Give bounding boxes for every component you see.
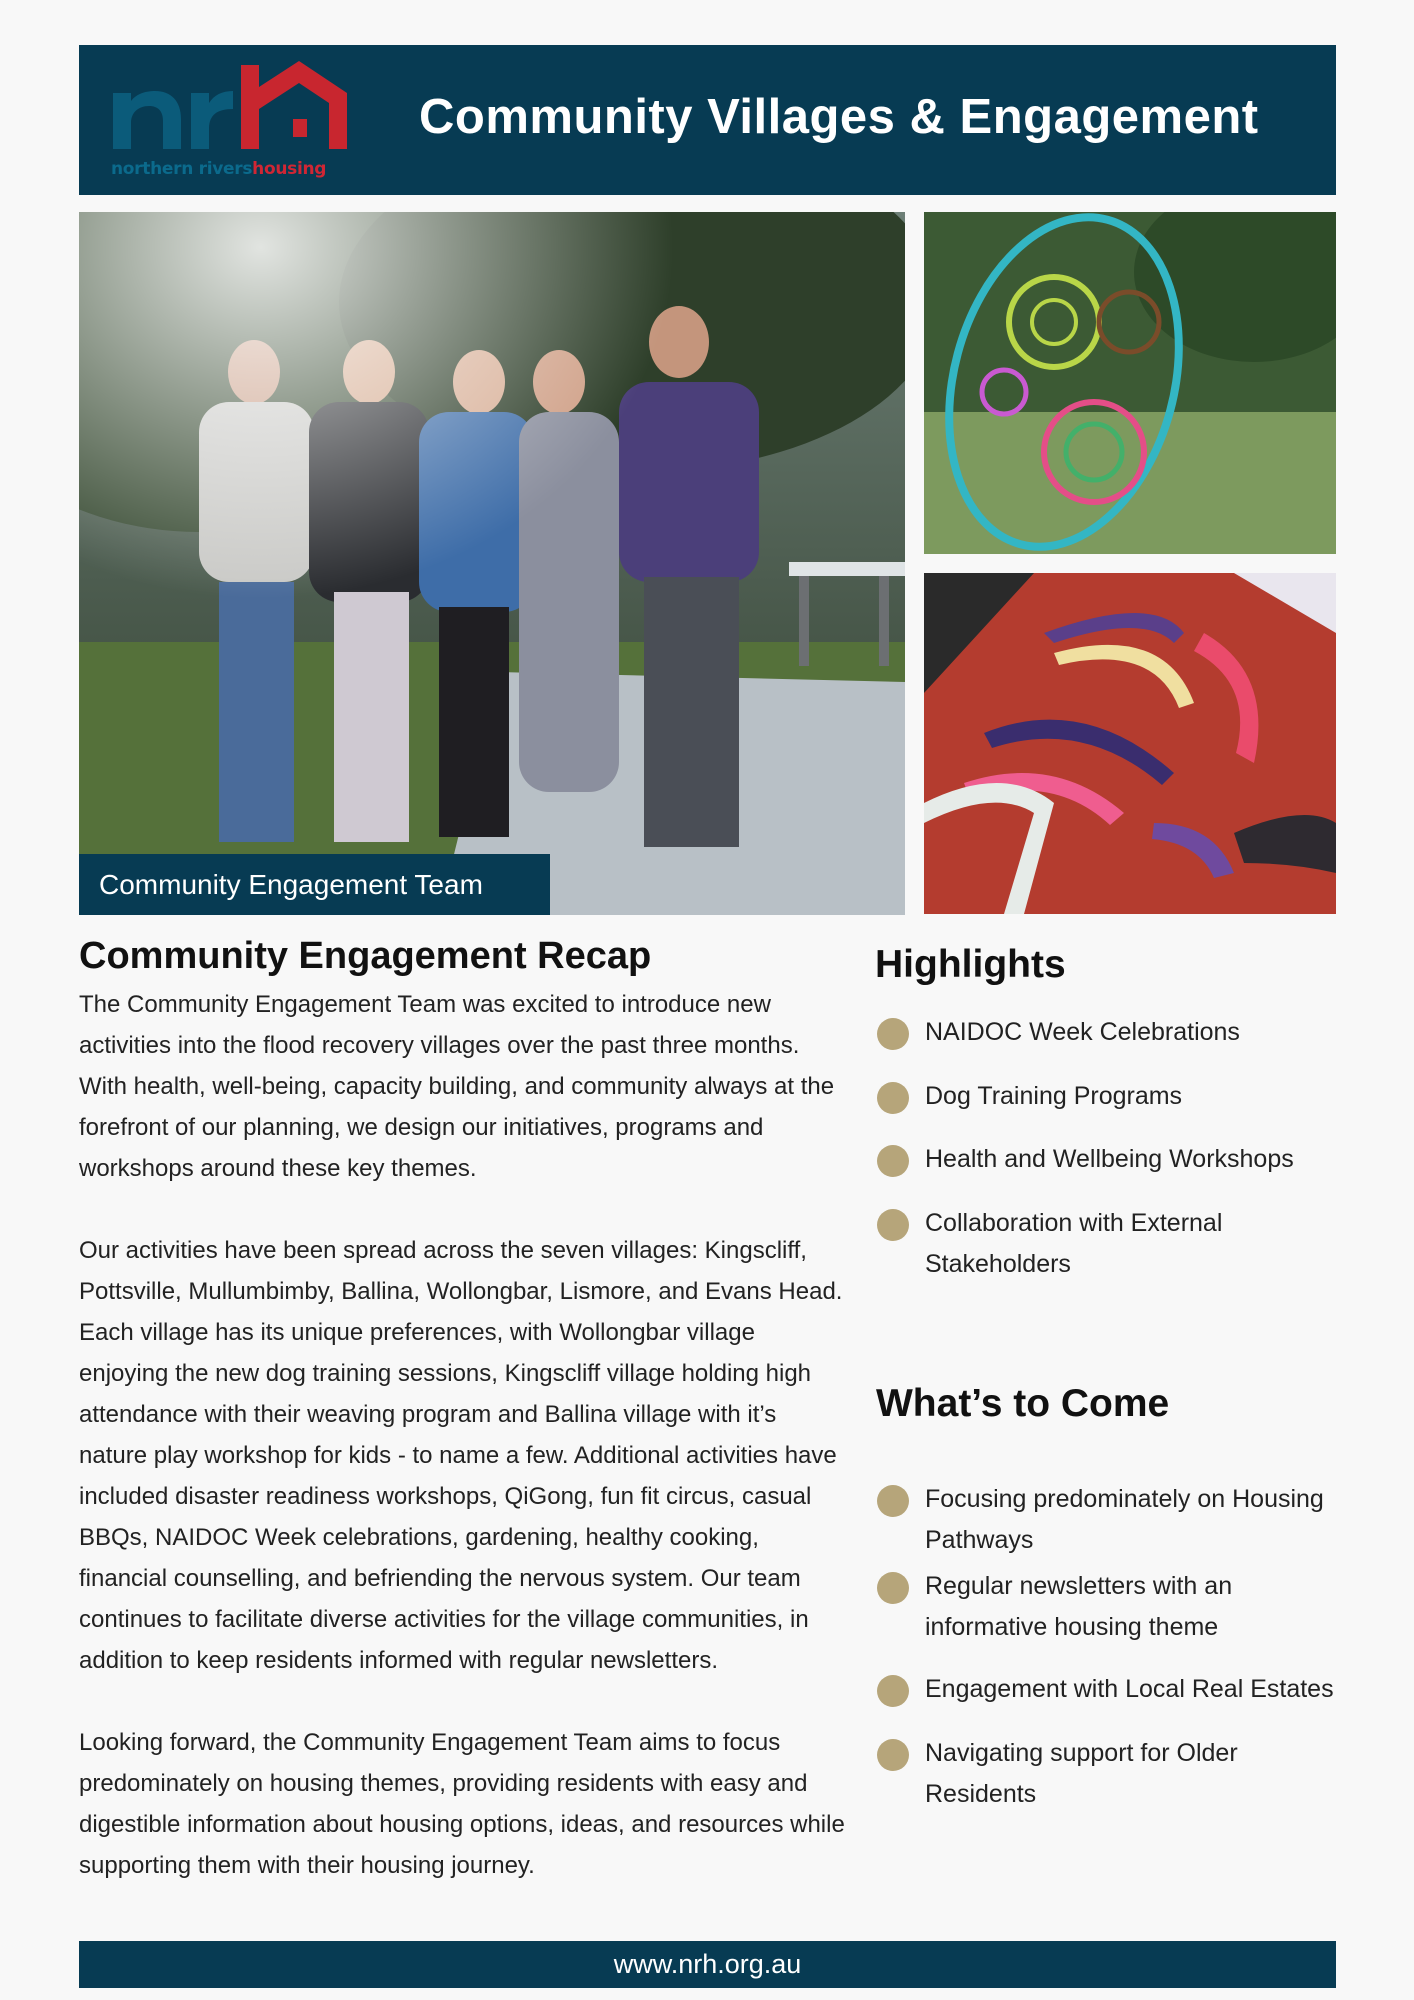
- logo-mark: [109, 59, 349, 159]
- highlight-item: [875, 1012, 1335, 1053]
- logo-tagline-b: housing: [252, 159, 327, 179]
- highlight-item: [875, 1076, 1335, 1117]
- to-come-item: [875, 1479, 1345, 1561]
- to-come-item-text: Engagement with Local Real Estates: [925, 1675, 1334, 1703]
- page-title: Community Villages & Engagement: [419, 90, 1259, 144]
- recap-paragraph: The Community Engagement Team was excited to introduce new activities into the flood recovery villages over the past three months. With health, well-being, capacity building, and community always at the forefront of our planning, we design our initiatives, programs and workshops around these key themes.: [79, 991, 835, 1182]
- recap-paragraph: Our activities have been spread across the seven villages: Kingscliff, Pottsville, Mullumbimby, Ballina, Wollongbar, Lismore, and Evans Head. Each village has its unique preferences, with Wollongbar village enjoying the new dog training sessions, Kingscliff village holding high attendance with their weaving program and Ballina village with it’s nature play workshop for kids - to name a few. Additional activities have included disaster readiness workshops, QiGong, fun fit circus, casual BBQs, NAIDOC Week celebrations, gardening, healthy cooking, financial counselling, and befriending the nervous system. Our team continues to facilitate diverse activities for the village communities, in addition to keep residents informed with regular newsletters.: [79, 1237, 843, 1674]
- highlight-item-text: Health and Wellbeing Workshops: [925, 1145, 1294, 1173]
- highlight-item-text: Dog Training Programs: [925, 1082, 1183, 1110]
- bullet-dot-icon: [877, 1082, 909, 1114]
- recap-body: [79, 984, 849, 1927]
- to-come-item-text: Navigating support for Older Residents: [925, 1739, 1238, 1808]
- bullet-dot-icon: [877, 1145, 909, 1177]
- bullet-dot-icon: [877, 1739, 909, 1771]
- recap-title: Community Engagement Recap: [79, 935, 652, 977]
- recap-paragraph: Looking forward, the Community Engagement Team aims to focus predominately on housing themes, providing residents with easy and digestible information about housing options, ideas, and resources while supporting them with their housing journey.: [79, 1729, 845, 1879]
- highlights-title: Highlights: [875, 943, 1066, 986]
- footer-url[interactable]: www.nrh.org.au: [79, 1941, 1336, 1988]
- bullet-dot-icon: [877, 1675, 909, 1707]
- dreamcatcher-photo: [924, 212, 1336, 554]
- highlight-item-text: NAIDOC Week Celebrations: [925, 1018, 1240, 1046]
- to-come-item: [875, 1566, 1275, 1648]
- to-come-item-text: Regular newsletters with an informative housing theme: [925, 1572, 1233, 1641]
- whats-to-come-list: [875, 1479, 1345, 1839]
- highlight-item-text: Collaboration with External Stakeholders: [925, 1209, 1223, 1278]
- team-photo: [79, 212, 905, 915]
- to-come-item-text: Focusing predominately on Housing Pathways: [925, 1485, 1324, 1554]
- to-come-item: [875, 1669, 1345, 1710]
- highlight-item: [875, 1139, 1335, 1180]
- header-banner: [79, 45, 1336, 195]
- bullet-dot-icon: [877, 1572, 909, 1604]
- highlight-item: [875, 1203, 1275, 1285]
- bullet-dot-icon: [877, 1485, 909, 1517]
- boomerangs-photo: [924, 573, 1336, 914]
- logo-tagline: [111, 159, 326, 179]
- bullet-dot-icon: [877, 1209, 909, 1241]
- bullet-dot-icon: [877, 1018, 909, 1050]
- to-come-item: [875, 1733, 1275, 1815]
- highlights-list: [875, 1012, 1335, 1312]
- nrh-logo[interactable]: [109, 59, 339, 184]
- photo-caption: Community Engagement Team: [79, 854, 550, 915]
- logo-tagline-a: northern rivers: [111, 159, 253, 179]
- whats-to-come-title: What’s to Come: [876, 1382, 1170, 1425]
